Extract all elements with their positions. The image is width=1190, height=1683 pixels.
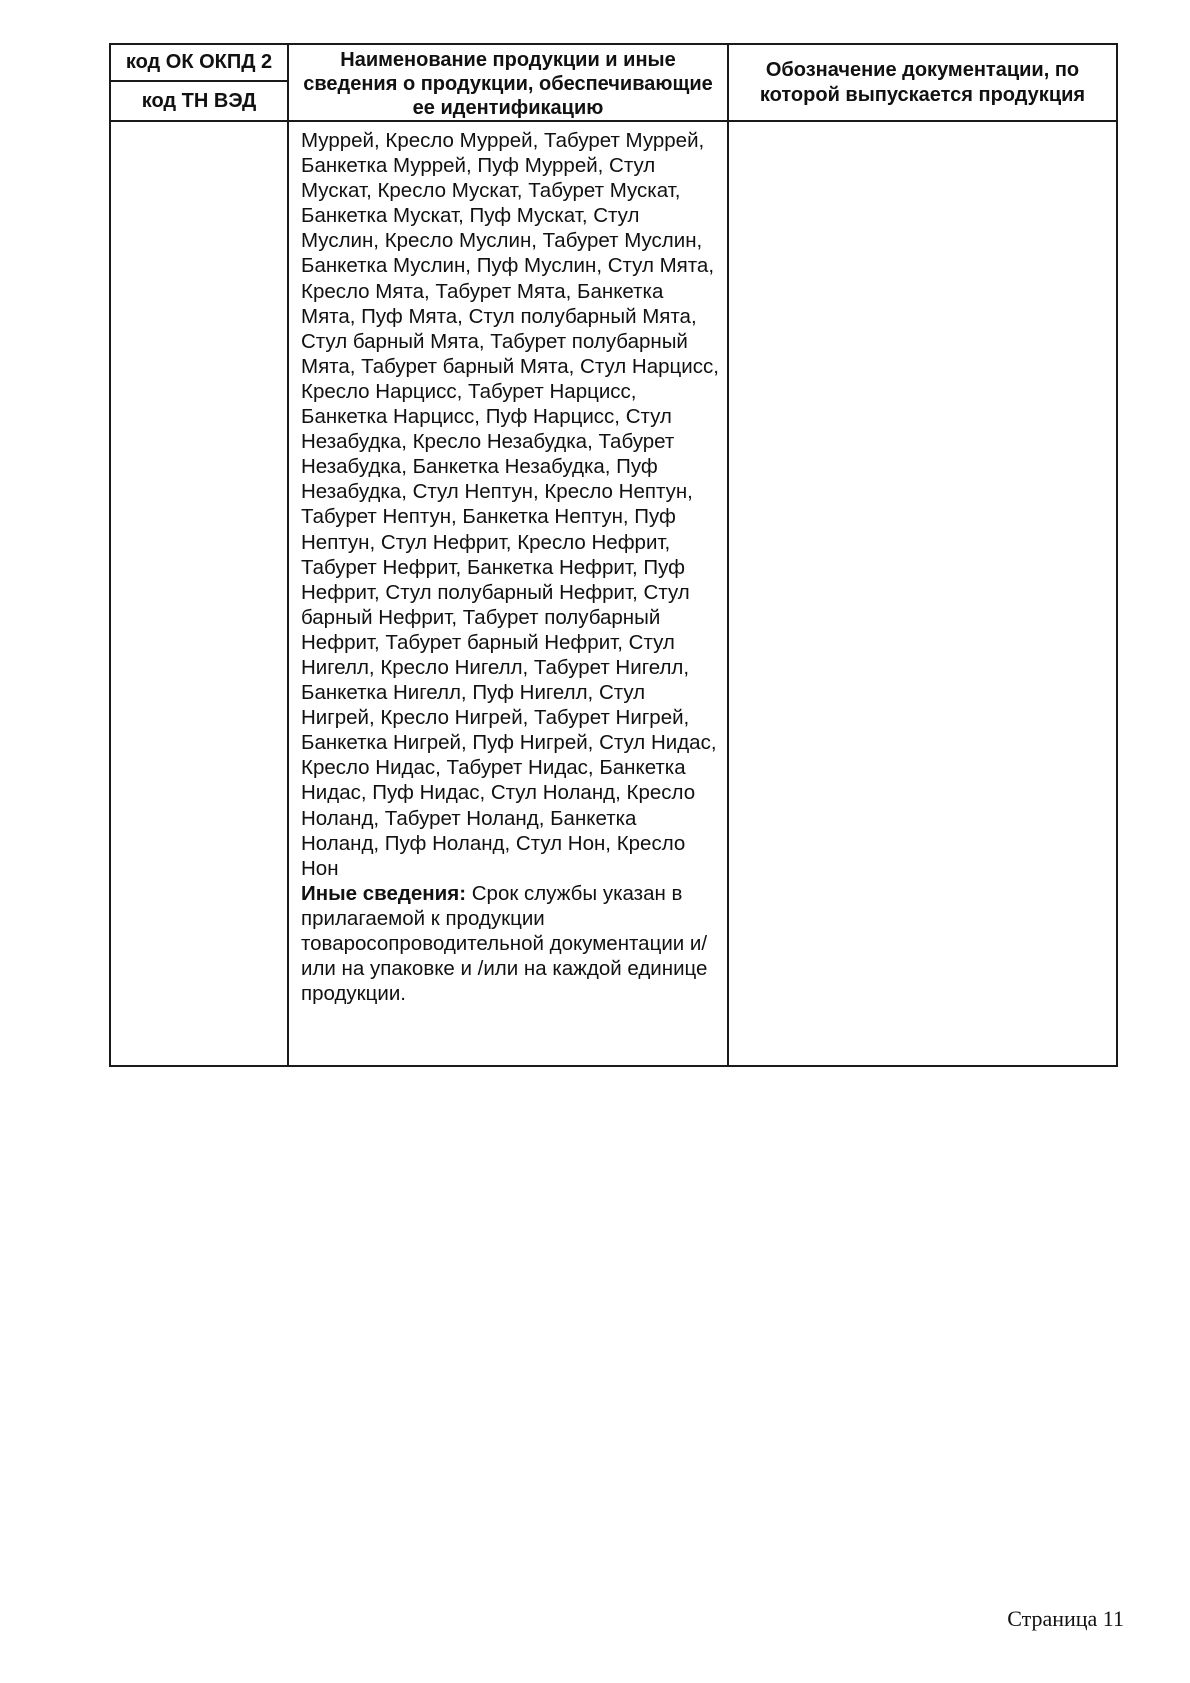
header-product-name: Наименование продукции и иные сведения о продукции, обеспечивающие ее идентификацию xyxy=(288,44,728,121)
page-number: Страница 11 xyxy=(1007,1606,1124,1631)
other-info-label: Иные сведения: xyxy=(301,881,467,905)
table-header-row xyxy=(110,44,1117,81)
other-info-text: Срок службы указан в прилагаемой к продукции товаросопроводительной документации и/или на упаковке и /или на каждой единице продукции. xyxy=(301,881,708,1006)
product-description-cell xyxy=(288,121,728,1066)
code-cell xyxy=(110,121,288,1066)
header-tnved-code: код ТН ВЭД xyxy=(110,81,288,121)
header-okpd-code: код ОК ОКПД 2 xyxy=(110,44,288,81)
documentation-cell xyxy=(728,121,1117,1066)
other-info xyxy=(301,881,719,1006)
header-documentation: Обозначение документации, по которой выпускается продукция xyxy=(728,44,1117,121)
table-row xyxy=(110,121,1117,1066)
product-table xyxy=(109,43,1118,1067)
product-list-text: Муррей, Кресло Муррей, Табурет Муррей, Банкетка Муррей, Пуф Муррей, Стул Мускат, Кресло Мускат, Табурет Мускат, Банкетка Мускат, Пуф Мускат, Стул Муслин, Кресло Муслин, Табурет Муслин, Банкетка Муслин, Пуф Муслин, Стул Мята, Кресло Мята, Табурет Мята, Банкетка Мята, Пуф Мята, Стул полубарный Мята, Стул барный Мята, Табурет полубарный Мята, Табурет барный Мята, Стул Нарцисс, Кресло Нарцисс, Табурет Нарцисс, Банкетка Нарцисс, Пуф Нарцисс, Стул Незабудка, Кресло Незабудка, Табурет Незабудка, Банкетка Незабудка, Пуф Незабудка, Стул Нептун, Кресло Нептун, Табурет Нептун, Банкетка Нептун, Пуф Нептун, Стул Нефрит, Кресло Нефрит, Табурет Нефрит, Банкетка Нефрит, Пуф Нефрит, Стул полубарный Нефрит, Стул барный Нефрит, Табурет полубарный Нефрит, Табурет барный Нефрит, Стул Нигелл, Кресло Нигелл, Табурет Нигелл, Банкетка Нигелл, Пуф Нигелл, Стул Нигрей, Кресло Нигрей, Табурет Нигрей, Банкетка Нигрей, Пуф Нигрей, Стул Нидас, Кресло Нидас, Табурет Нидас, Банкетка Нидас, Пуф Нидас, Стул Ноланд, Кресло Ноланд, Табурет Ноланд, Банкетка Ноланд, Пуф Ноланд, Стул Нон, Кресло Нон xyxy=(301,129,719,880)
